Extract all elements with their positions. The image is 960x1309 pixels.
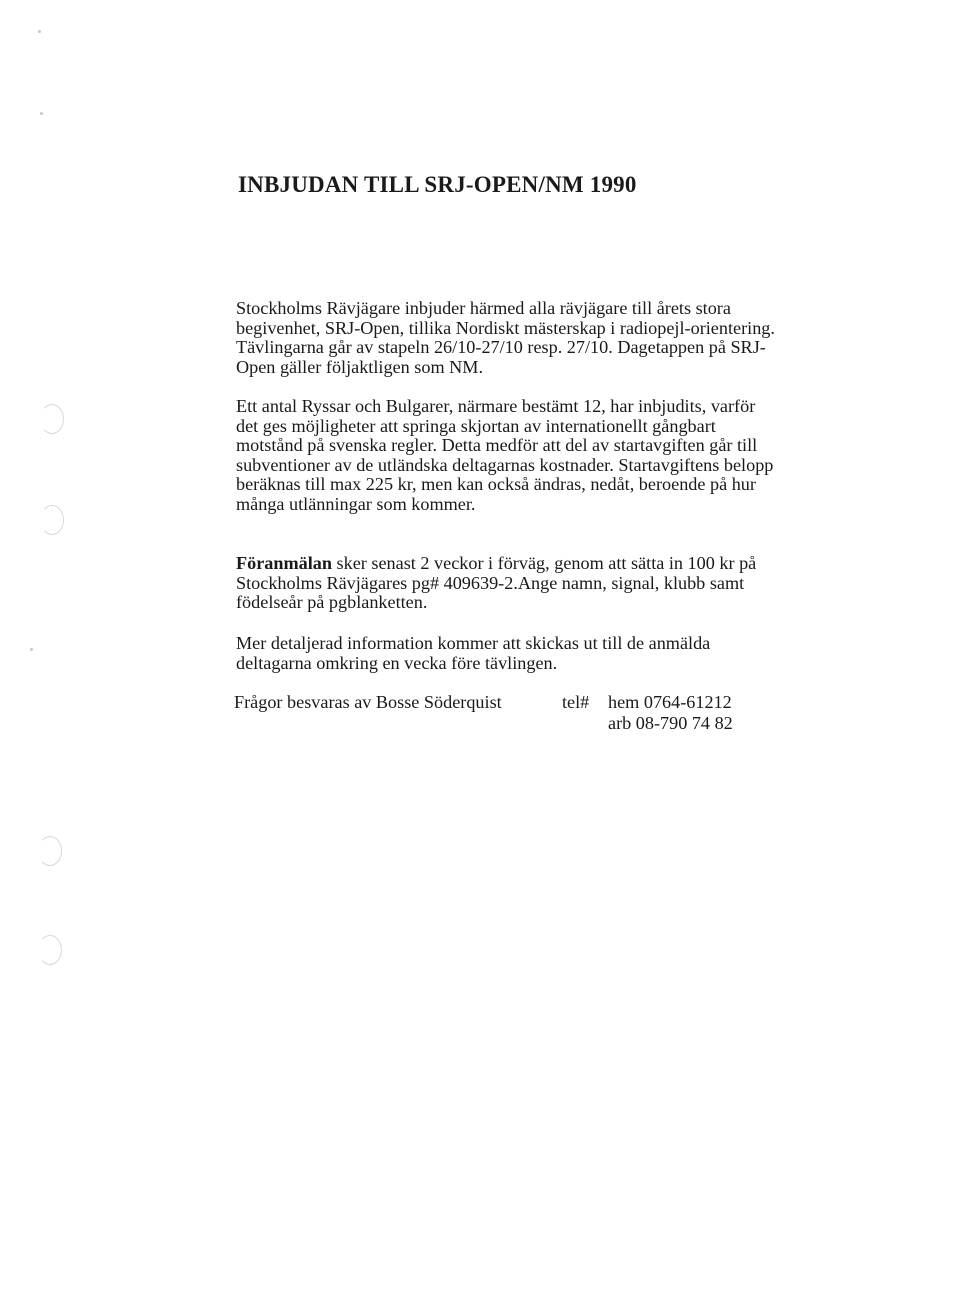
document-title: INBJUDAN TILL SRJ-OPEN/NM 1990 <box>238 172 637 197</box>
work-phone: arb 08-790 74 82 <box>608 712 733 733</box>
phone-numbers <box>608 692 733 733</box>
punch-hole <box>38 935 62 965</box>
registration-paragraph <box>236 554 776 613</box>
scan-speck <box>40 112 43 115</box>
punch-hole <box>40 404 64 434</box>
scan-speck <box>30 648 33 651</box>
tel-label: tel# <box>562 692 590 712</box>
scan-speck <box>38 30 41 33</box>
info-paragraph: Mer detaljerad information kommer att skickas ut till de anmälda deltagarna omkring en vecka före tävlingen. <box>236 633 711 673</box>
home-phone: hem 0764-61212 <box>608 692 732 712</box>
participants-paragraph: Ett antal Ryssar och Bulgarer, närmare bestämt 12, har inbjudits, varför det ges möjligheter att springa skjortan av internationellt gångbart motstånd på svenska regler. Detta medför att del av startavgiften går till subventioner av de utländska deltagarnas kostnader. Startavgiftens belopp beräknas till max 225 kr, men kan också ändras, nedåt, beroende på hur många utlänningar som kommer. <box>236 396 774 514</box>
punch-hole <box>38 836 62 866</box>
punch-hole <box>40 505 64 535</box>
registration-lead: Föranmälan <box>236 553 332 573</box>
registration-text: sker senast 2 veckor i förväg, genom att sätta in 100 kr på Stockholms Rävjägares pg# 409639-2.Ange namn, signal, klubb samt födelseår på pgblanketten. <box>236 553 757 613</box>
intro-paragraph: Stockholms Rävjägare inbjuder härmed alla rävjägare till årets stora begivenhet, SRJ-Open, tillika Nordiskt mästerskap i radiopejl-orientering. Tävlingarna går av stapeln 26/10-27/10 resp. 27/10. Dagetappen på SRJ-Open gäller följaktligen som NM. <box>236 298 775 377</box>
contact-label: Frågor besvaras av Bosse Söderquist <box>234 692 502 712</box>
